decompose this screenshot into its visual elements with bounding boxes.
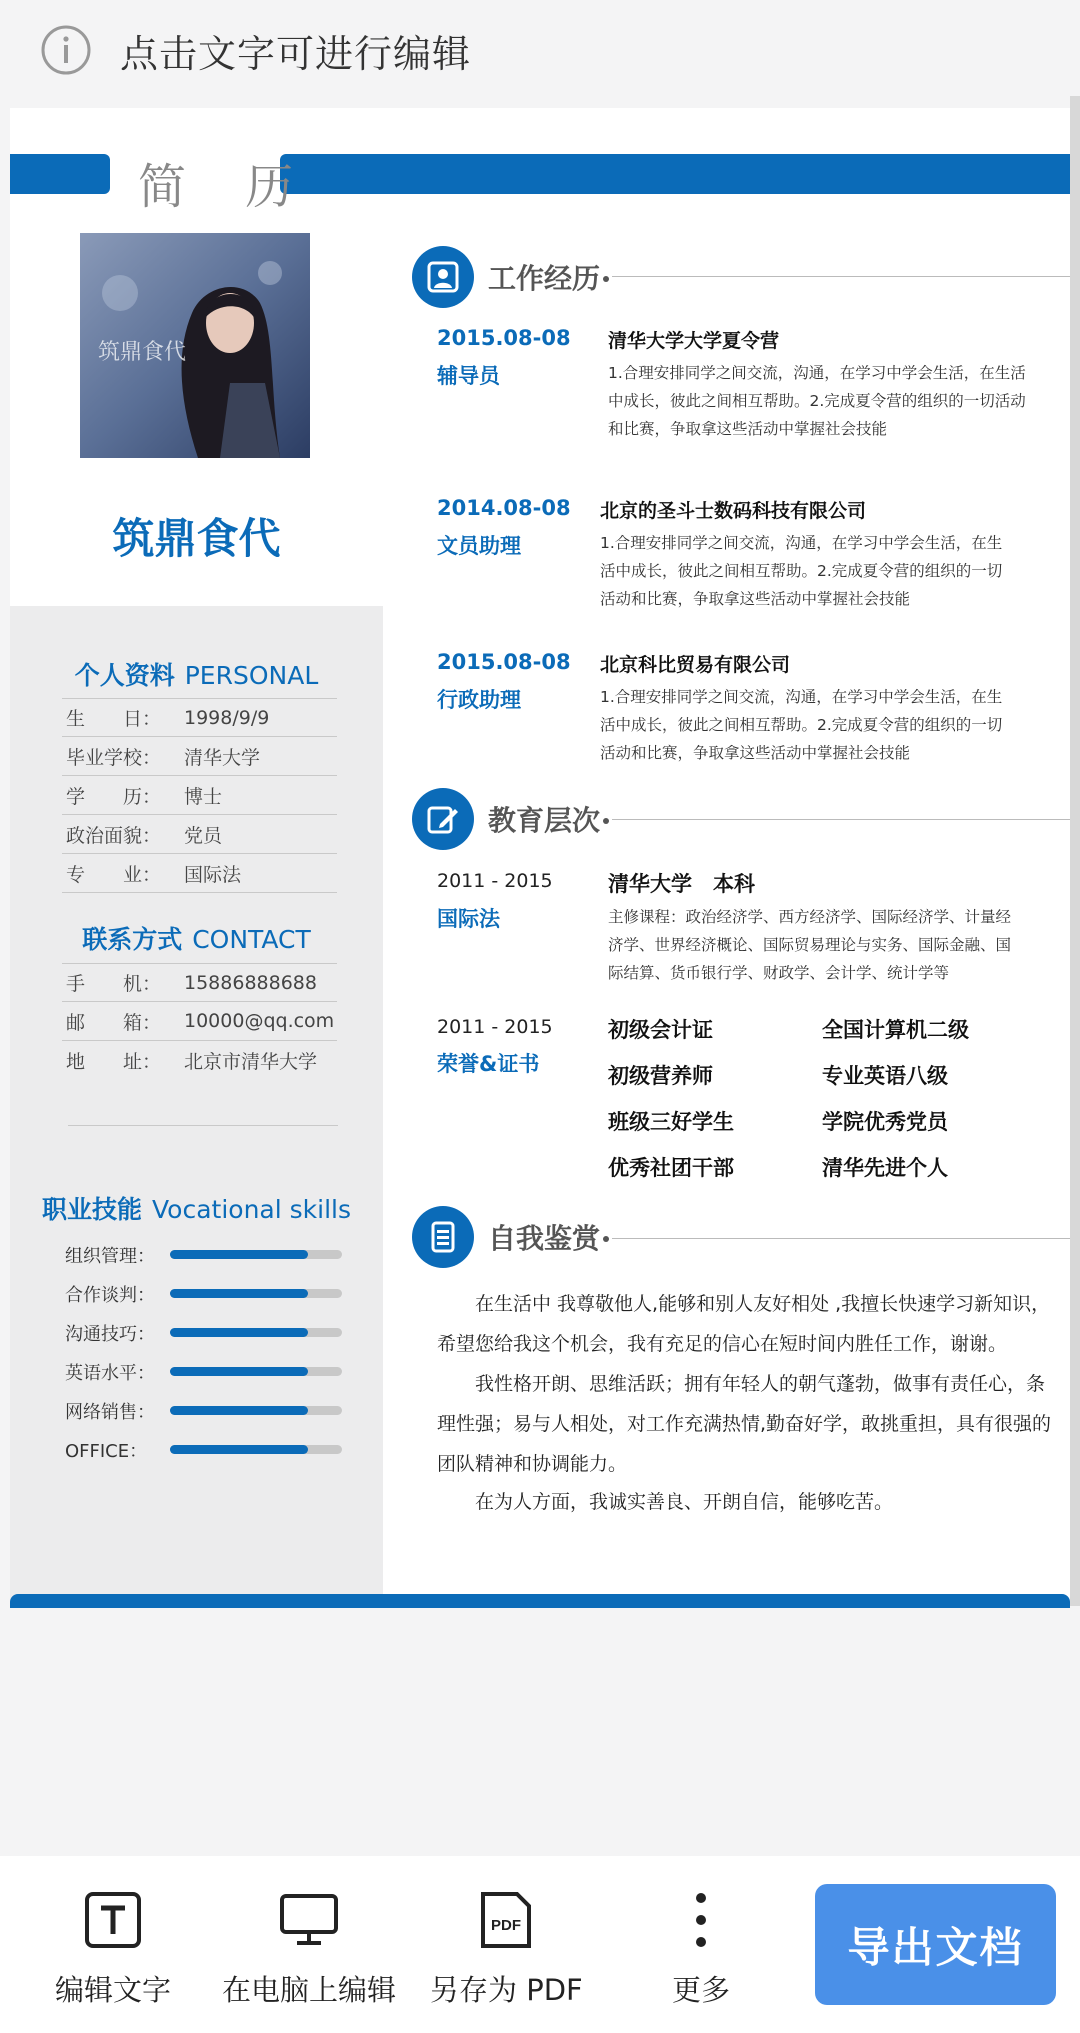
- cert-item[interactable]: 清华先进个人: [822, 1156, 948, 1180]
- desc-line: 活动和比赛，争取拿这些活动中掌握社会技能: [600, 590, 911, 608]
- paper-shadow: [1070, 96, 1080, 1606]
- pdf-icon-text: PDF: [491, 1917, 522, 1934]
- skill-bar: [170, 1367, 342, 1376]
- info-value[interactable]: 清华大学: [184, 746, 261, 769]
- desc-line: 活中成长，彼此之间相互帮助。2.完成夏令营的组织的一切: [600, 716, 1003, 734]
- info-label[interactable]: 生 日：: [66, 708, 162, 730]
- skill-bar-fill: [170, 1250, 308, 1259]
- skill-label[interactable]: OFFICE：: [65, 1440, 148, 1462]
- job-role[interactable]: 辅导员: [437, 364, 500, 388]
- job-entry: [437, 496, 1057, 616]
- photo-watermark: 筑鼎食代: [98, 340, 187, 365]
- skill-bar-fill: [170, 1406, 308, 1415]
- education-school[interactable]: 清华大学 本科: [608, 872, 755, 896]
- skill-row: [65, 1391, 365, 1430]
- info-value[interactable]: 10000@qq.com: [184, 1010, 335, 1032]
- cert-item[interactable]: 班级三好学生: [608, 1110, 734, 1134]
- desc-line: 中成长，彼此之间相互帮助。2.完成夏令营的组织的一切活动: [608, 392, 1026, 410]
- skill-row: [65, 1235, 365, 1274]
- job-role[interactable]: 文员助理: [437, 534, 521, 558]
- desc-line: 1.合理安排同学之间交流，沟通，在学习中学会生活，在生: [600, 688, 1003, 706]
- contact-section-header: [10, 920, 383, 956]
- desc-line: 和比赛，争取拿这些活动中掌握社会技能: [608, 420, 888, 438]
- save-as-pdf-button[interactable]: [430, 1890, 583, 2009]
- personal-title-cn[interactable]: 个人资料: [74, 661, 175, 690]
- info-row: [62, 698, 337, 737]
- personal-section-header: [10, 656, 383, 692]
- personal-info-table: [62, 698, 337, 893]
- skill-bar: [170, 1328, 342, 1337]
- work-section-title[interactable]: 工作经历: [488, 262, 601, 295]
- job-description[interactable]: [600, 529, 1050, 613]
- pdf-icon: [476, 1890, 536, 1950]
- skills-section-header: [10, 1190, 383, 1226]
- job-entry: [437, 326, 1057, 446]
- education-section-title[interactable]: 教育层次: [488, 804, 601, 837]
- skill-bar-fill: [170, 1328, 308, 1337]
- cert-item[interactable]: 优秀社团干部: [608, 1156, 734, 1180]
- save-as-pdf-label: 另存为 PDF: [430, 1973, 583, 2007]
- skills-title-en[interactable]: Vocational skills: [152, 1195, 351, 1224]
- skill-label[interactable]: 英语水平：: [65, 1362, 155, 1384]
- education-major[interactable]: 国际法: [437, 907, 500, 931]
- skills-list: [65, 1235, 365, 1469]
- bottom-toolbar: [0, 1856, 1080, 2033]
- info-label[interactable]: 专 业：: [66, 863, 162, 886]
- self-section-header: [412, 1206, 609, 1268]
- cert-item[interactable]: 全国计算机二级: [822, 1018, 969, 1042]
- section-dot: [603, 1236, 609, 1242]
- export-document-button[interactable]: 导出文档: [815, 1884, 1056, 2005]
- job-company[interactable]: 北京的圣斗士数码科技有限公司: [600, 500, 867, 522]
- monitor-icon: [279, 1890, 339, 1950]
- personal-title-en[interactable]: PERSONAL: [184, 661, 319, 690]
- section-dot: [603, 818, 609, 824]
- education-courses[interactable]: [608, 903, 1053, 987]
- info-label[interactable]: 学 历：: [66, 785, 162, 808]
- contact-title-cn[interactable]: 联系方式: [82, 925, 183, 954]
- cert-item[interactable]: 初级会计证: [608, 1018, 713, 1042]
- more-vertical-icon: [671, 1890, 731, 1950]
- job-date[interactable]: 2015.08-08: [437, 326, 571, 350]
- skill-row: [65, 1352, 365, 1391]
- info-row: [62, 1002, 337, 1041]
- skill-bar: [170, 1406, 342, 1415]
- info-label[interactable]: 毕业学校：: [66, 746, 162, 769]
- skill-row: [65, 1313, 365, 1352]
- skill-bar: [170, 1289, 342, 1298]
- skill-label[interactable]: 网络销售：: [65, 1401, 155, 1423]
- info-value[interactable]: 党员: [184, 824, 223, 847]
- job-role[interactable]: 行政助理: [437, 688, 521, 712]
- cert-item[interactable]: 初级营养师: [608, 1064, 713, 1088]
- skill-label[interactable]: 组织管理：: [65, 1245, 155, 1267]
- skill-bar: [170, 1445, 342, 1454]
- footer-band: [10, 1594, 1070, 1608]
- education-date[interactable]: 2011 - 2015: [437, 870, 553, 892]
- edit-note-icon: [412, 788, 474, 850]
- desc-line: 活中成长，彼此之间相互帮助。2.完成夏令营的组织的一切: [600, 562, 1003, 580]
- job-entry: [437, 650, 1057, 770]
- skill-label[interactable]: 沟通技巧：: [65, 1323, 155, 1345]
- self-paragraph[interactable]: 在生活中 我尊敬他人,能够和别人友好相处 ,我擅长快速学习新知识，希望您给我这个机会，我有充足的信心在短时间内胜任工作，谢谢。: [437, 1293, 1051, 1355]
- skill-label[interactable]: 合作谈判：: [65, 1284, 155, 1306]
- edit-on-pc-button[interactable]: [222, 1890, 396, 2009]
- skill-row: [65, 1430, 365, 1469]
- section-rule: [612, 819, 1070, 820]
- skill-bar-fill: [170, 1367, 308, 1376]
- desc-line: 1.合理安排同学之间交流，沟通，在学习中学会生活，在生: [600, 534, 1003, 552]
- info-label[interactable]: 政治面貌：: [66, 824, 162, 847]
- info-row: [62, 1041, 337, 1080]
- section-rule: [612, 276, 1070, 277]
- info-label[interactable]: 地 址：: [66, 1051, 162, 1073]
- info-row: [62, 737, 337, 776]
- self-paragraph[interactable]: 在为人方面，我诚实善良、开朗自信，能够吃苦。: [475, 1491, 894, 1513]
- info-value[interactable]: 博士: [184, 785, 223, 808]
- job-date[interactable]: 2014.08-08: [437, 496, 571, 520]
- work-section-header: [412, 246, 609, 308]
- edit-on-pc-label: 在电脑上编辑: [222, 1973, 397, 2007]
- honors-date[interactable]: 2011 - 2015: [437, 1016, 553, 1038]
- info-row: [62, 815, 337, 854]
- job-description[interactable]: [608, 359, 1058, 443]
- info-label[interactable]: 邮 箱：: [66, 1011, 162, 1034]
- cert-item[interactable]: 专业英语八级: [822, 1064, 948, 1088]
- course-line: 主修课程：政治经济学、西方经济学、国际经济学、计量经: [608, 908, 1012, 926]
- sidebar-divider: [68, 1125, 338, 1126]
- honors-label[interactable]: 荣誉&证书: [437, 1052, 540, 1076]
- skills-title-cn[interactable]: 职业技能: [41, 1195, 142, 1224]
- resume-page: [10, 108, 1070, 1608]
- text-icon: [83, 1890, 143, 1950]
- info-icon: [40, 24, 92, 76]
- skill-bar-fill: [170, 1445, 308, 1454]
- work-icon: [412, 246, 474, 308]
- course-line: 际结算、货币银行学、财政学、会计学、统计学等: [608, 964, 950, 982]
- info-value[interactable]: 国际法: [184, 863, 242, 886]
- banner-bar-right: [280, 154, 1070, 194]
- edit-hint-text: 点击文字可进行编辑: [120, 31, 472, 76]
- info-label[interactable]: 手 机：: [66, 973, 162, 995]
- document-icon: [412, 1206, 474, 1268]
- skill-bar-fill: [170, 1289, 308, 1298]
- info-value[interactable]: 15886888688: [184, 971, 317, 994]
- edit-text-button[interactable]: [55, 1890, 171, 2009]
- info-value[interactable]: 北京市清华大学: [184, 1051, 318, 1073]
- info-row: [62, 776, 337, 815]
- edit-hint-bar: [0, 0, 1080, 100]
- resume-title[interactable]: 简 历: [138, 159, 316, 215]
- job-company[interactable]: 清华大学大学夏令营: [608, 330, 780, 352]
- banner-bar-left: [10, 154, 110, 194]
- skill-row: [65, 1274, 365, 1313]
- cert-item[interactable]: 学院优秀党员: [822, 1110, 948, 1134]
- info-row: [62, 854, 337, 893]
- skill-bar: [170, 1250, 342, 1259]
- contact-info-table: [62, 963, 337, 1080]
- course-line: 济学、世界经济概论、国际贸易理论与实务、国际金融、国: [608, 936, 1012, 954]
- contact-title-en[interactable]: CONTACT: [192, 925, 311, 954]
- candidate-name[interactable]: 筑鼎食代: [112, 514, 281, 563]
- job-company[interactable]: 北京科比贸易有限公司: [600, 654, 791, 676]
- edit-text-label: 编辑文字: [55, 1973, 172, 2007]
- profile-photo[interactable]: [80, 233, 310, 458]
- section-rule: [612, 1238, 1070, 1239]
- education-section-header: [412, 788, 609, 850]
- info-value[interactable]: 1998/9/9: [184, 706, 270, 729]
- more-button[interactable]: [671, 1890, 731, 2009]
- job-description[interactable]: [600, 683, 1050, 767]
- info-row: [62, 963, 337, 1002]
- desc-line: 活动和比赛，争取拿这些活动中掌握社会技能: [600, 744, 911, 762]
- self-section-title[interactable]: 自我鉴赏: [488, 1222, 601, 1255]
- more-label: 更多: [671, 1973, 730, 2007]
- self-paragraph[interactable]: 我性格开朗、思维活跃；拥有年轻人的朝气蓬勃，做事有责任心，条理性强；易与人相处，对工作充满热情,勤奋好学，敢挑重担，具有很强的团队精神和协调能力。: [437, 1373, 1052, 1475]
- job-date[interactable]: 2015.08-08: [437, 650, 571, 674]
- desc-line: 1.合理安排同学之间交流，沟通，在学习中学会生活，在生活: [608, 364, 1026, 382]
- section-dot: [603, 276, 609, 282]
